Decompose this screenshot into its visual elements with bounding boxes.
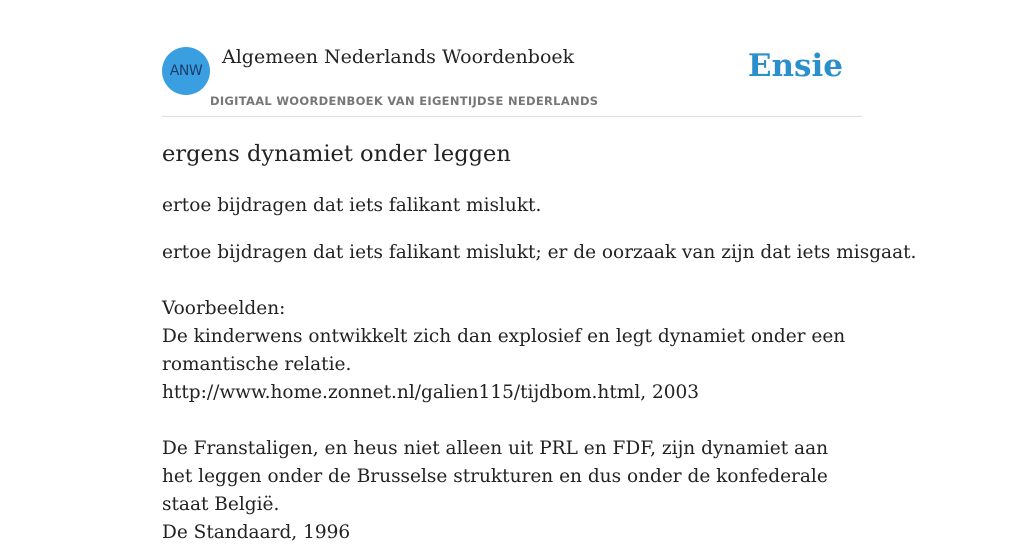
short-definition: ertoe bijdragen dat iets falikant mislukt. bbox=[162, 195, 542, 216]
example-source: http://www.home.zonnet.nl/galien115/tijdbom.html, 2003 bbox=[162, 382, 700, 403]
page-container bbox=[162, 0, 917, 543]
long-definition: ertoe bijdragen dat iets falikant mislukt; er de oorzaak van zijn dat iets misgaat. bbox=[162, 242, 917, 263]
site-subtitle: DIGITAAL WOORDENBOEK VAN EIGENTIJDSE NEDERLANDS bbox=[210, 94, 599, 108]
site-header bbox=[162, 0, 862, 117]
example-item bbox=[162, 323, 862, 407]
ensie-brand-logo[interactable]: Ensie bbox=[747, 48, 843, 84]
example-quote: De Franstaligen, en heus niet alleen uit PRL en FDF, zijn dynamiet aan het leggen onder de Brusselse strukturen en dus onder de konfederale staat België. bbox=[162, 438, 829, 515]
entry-content bbox=[162, 138, 917, 547]
example-source: De Standaard, 1996 bbox=[162, 522, 351, 543]
examples-label: Voorbeelden: bbox=[162, 298, 286, 319]
example-item bbox=[162, 435, 862, 547]
site-title[interactable]: Algemeen Nederlands Woordenboek bbox=[222, 46, 575, 68]
entry-title: ergens dynamiet onder leggen bbox=[162, 141, 511, 167]
anw-logo[interactable]: ANW bbox=[162, 47, 210, 95]
example-quote: De kinderwens ontwikkelt zich dan explosief en legt dynamiet onder een romantische relatie. bbox=[162, 326, 846, 375]
